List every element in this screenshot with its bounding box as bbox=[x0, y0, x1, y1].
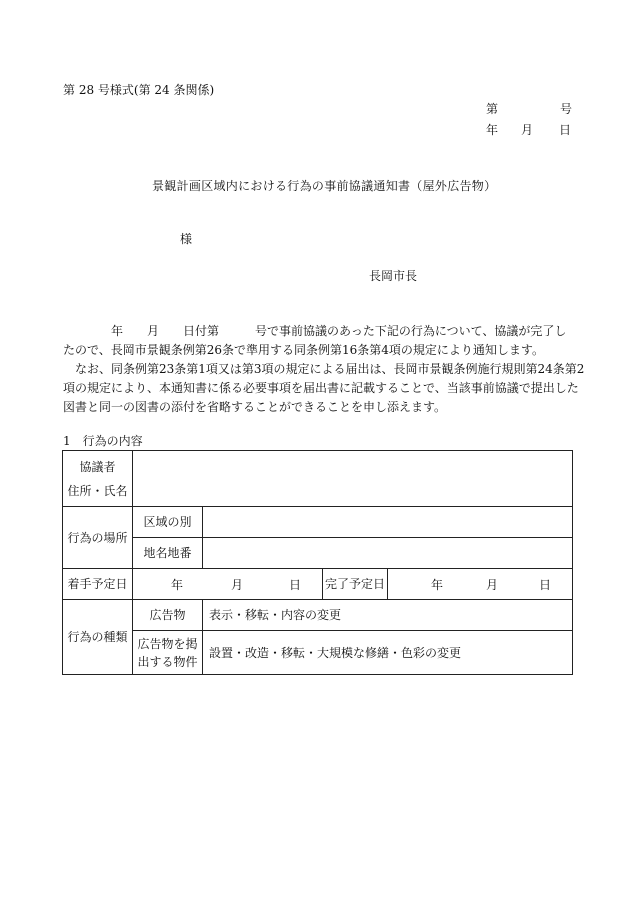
end-day: 日 bbox=[539, 578, 552, 592]
lot-label: 地名地番 bbox=[133, 538, 203, 569]
date-day: 日 bbox=[559, 123, 572, 137]
body-line: 年 月 日付第 号で事前協議のあった下記の行為について、協議が完了し bbox=[63, 324, 567, 338]
date-year: 年 bbox=[486, 123, 499, 137]
action-details-table bbox=[62, 450, 573, 675]
consultant-label bbox=[63, 451, 133, 507]
start-date-field[interactable] bbox=[133, 569, 323, 600]
body-line: たので、長岡市景観条例第26条で準用する同条例第16条第4項の規定により通知します。 bbox=[63, 343, 544, 357]
body-line: 図書と同一の図書の添付を省略することができることを申し添えます。 bbox=[63, 400, 447, 414]
object-value: 設置・改造・移転・大規模な修繕・色彩の変更 bbox=[203, 631, 573, 675]
consultant-label-line2: 住所・氏名 bbox=[67, 483, 128, 498]
area-label: 区域の別 bbox=[133, 507, 203, 538]
ad-label: 広告物 bbox=[133, 600, 203, 631]
start-year: 年 bbox=[171, 578, 184, 592]
ad-value: 表示・移転・内容の変更 bbox=[203, 600, 573, 631]
document-title: 景観計画区域内における行為の事前協議通知書（屋外広告物） bbox=[152, 179, 497, 193]
date-month: 月 bbox=[521, 123, 534, 137]
action-type-label: 行為の種類 bbox=[63, 600, 133, 675]
consultant-field[interactable] bbox=[133, 451, 573, 507]
sender-name: 長岡市長 bbox=[369, 269, 418, 283]
area-field[interactable] bbox=[203, 507, 573, 538]
consultant-label-line1: 協議者 bbox=[79, 459, 116, 474]
addressee-suffix: 様 bbox=[180, 232, 193, 246]
section-title: 1 行為の内容 bbox=[63, 434, 143, 448]
end-date-label: 完了予定日 bbox=[323, 569, 388, 600]
end-year: 年 bbox=[431, 578, 444, 592]
body-line: なお、同条例第23条第1項又は第3項の規定による届出は、長岡市景観条例施行規則第24条第2 bbox=[63, 362, 585, 376]
number-suffix: 号 bbox=[560, 102, 573, 116]
form-number: 第 28 号様式(第 24 条関係) bbox=[63, 83, 215, 97]
start-day: 日 bbox=[289, 578, 302, 592]
end-date-field[interactable] bbox=[388, 569, 573, 600]
body-paragraph bbox=[63, 322, 583, 417]
body-line: 項の規定により、本通知書に係る必要事項を届出書に記載することで、当該事前協議で提出した bbox=[63, 381, 579, 395]
number-prefix: 第 bbox=[486, 102, 499, 116]
object-label: 広告物を掲出する物件 bbox=[133, 631, 203, 675]
end-month: 月 bbox=[486, 578, 499, 592]
location-label: 行為の場所 bbox=[63, 507, 133, 569]
lot-field[interactable] bbox=[203, 538, 573, 569]
start-month: 月 bbox=[231, 578, 244, 592]
start-date-label: 着手予定日 bbox=[63, 569, 133, 600]
